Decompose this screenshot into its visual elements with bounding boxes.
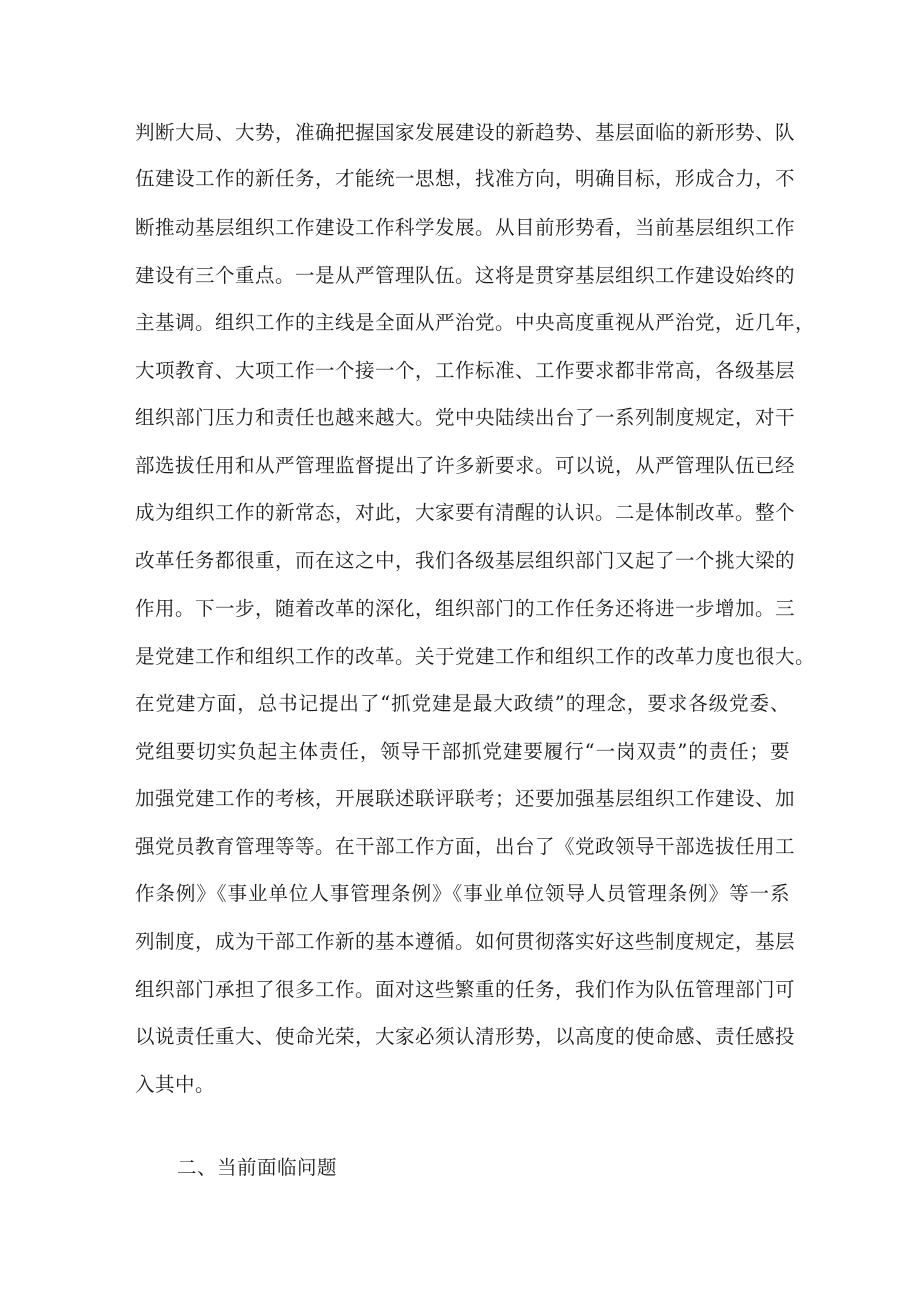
paragraph-line: 在党建方面，总书记提出了“抓党建是最大政绩”的理念，要求各级党委、: [135, 692, 790, 715]
paragraph-line: 部选拔任用和从严管理监督提出了许多新要求。可以说，从严管理队伍已经: [135, 454, 796, 477]
paragraph-line: 党组要切实负起主体责任，领导干部抓党建要履行“一岗双责”的责任；要: [135, 740, 790, 763]
paragraph-line: 组织部门压力和责任也越来越大。党中央陆续出台了一系列制度规定，对干: [135, 406, 796, 429]
paragraph-line: 作用。下一步，随着改革的深化，组织部门的工作任务还将进一步增加。三: [135, 597, 796, 620]
paragraph-line: 成为组织工作的新常态，对此，大家要有清醒的认识。二是体制改革。整个: [135, 501, 796, 524]
paragraph-line: 伍建设工作的新任务，才能统一思想，找准方向，明确目标，形成合力，不: [135, 167, 796, 190]
paragraph-line: 加强党建工作的考核，开展联述联评联考；还要加强基层组织工作建设、加: [135, 787, 796, 810]
paragraph-line: 组织部门承担了很多工作。面对这些繁重的任务，我们作为队伍管理部门可: [135, 978, 796, 1001]
paragraph-line: 大项教育、大项工作一个接一个，工作标准、工作要求都非常高，各级基层: [135, 359, 796, 382]
paragraph-line: 入其中。: [135, 1073, 216, 1096]
paragraph-line: 判断大局、大势，准确把握国家发展建设的新趋势、基层面临的新形势、队: [135, 121, 796, 144]
paragraph-line: 是党建工作和组织工作的改革。关于党建工作和组织工作的改革力度也很大。: [135, 645, 816, 668]
paragraph-line: 以说责任重大、使命光荣，大家必须认清形势，以高度的使命感、责任感投: [135, 1025, 796, 1048]
paragraph-line: 断推动基层组织工作建设工作科学发展。从目前形势看，当前基层组织工作: [135, 216, 796, 239]
paragraph-line: 作条例》《事业单位人事管理条例》《事业单位领导人员管理条例》等一系: [135, 882, 790, 905]
paragraph-line: 建设有三个重点。一是从严管理队伍。这将是贯穿基层组织工作建设始终的: [135, 264, 796, 287]
paragraph-line: 主基调。组织工作的主线是全面从严治党。中央高度重视从严治党，近几年，: [135, 311, 816, 334]
paragraph-line: 列制度，成为干部工作新的基本遵循。如何贯彻落实好这些制度规定，基层: [135, 930, 796, 953]
paragraph-line: 改革任务都很重，而在这之中，我们各级基层组织部门又起了一个挑大梁的: [135, 549, 796, 572]
paragraph-line: 强党员教育管理等等。在干部工作方面，出台了《党政领导干部选拔任用工: [135, 835, 796, 858]
section-heading: 二、当前面临问题: [177, 1156, 338, 1179]
